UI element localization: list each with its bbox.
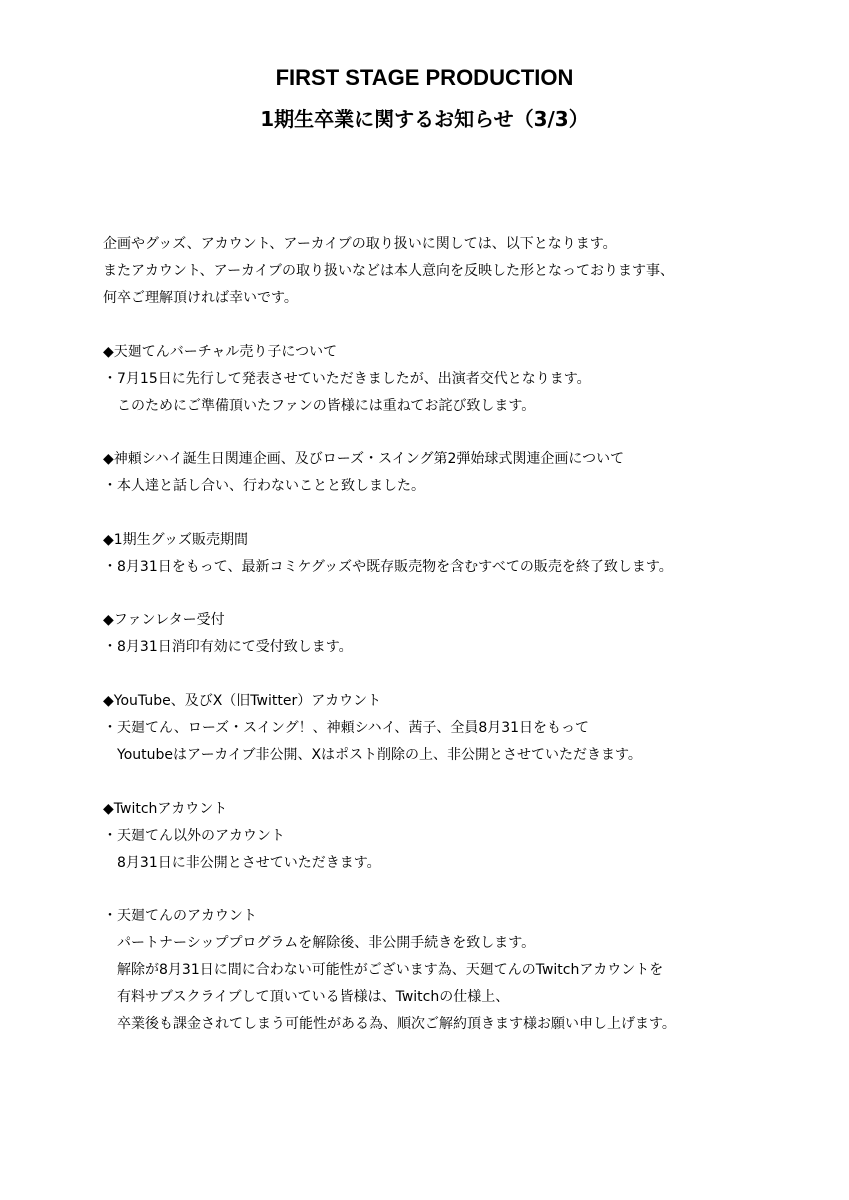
section-line: 解除が8月31日に間に合わない可能性がございます為、天廻てんのTwitchアカウントを [103, 962, 664, 979]
section-heading-virtual-seller: ◆天廻てんバーチャル売り子について [103, 343, 338, 360]
section-line: 有料サブスクライブして頂いている皆様は、Twitchの仕様上、 [103, 989, 510, 1006]
document-subtitle: 1期生卒業に関するお知らせ（3/3） [260, 107, 589, 131]
section-line: ・本人達と話し合い、行わないことと致しました。 [103, 478, 425, 495]
section-heading-twitch: ◆Twitchアカウント [103, 800, 228, 817]
intro-line: 企画やグッズ、アカウント、アーカイブの取り扱いに関しては、以下となります。 [103, 236, 617, 252]
document-body [103, 231, 823, 1038]
section-line: このためにご準備頂いたファンの皆様には重ねてお詫び致します。 [103, 397, 536, 414]
section-line: 卒業後も課金されてしまう可能性がある為、順次ご解約頂きます様お願い申し上げます。 [103, 1016, 676, 1033]
section-line: Youtubeはアーカイブ非公開、Xはポスト削除の上、非公開とさせていただきます。 [103, 746, 642, 763]
section-line: ・天廻てん以外のアカウント [103, 827, 285, 844]
section-heading-youtube-x: ◆YouTube、及びX（旧Twitter）アカウント [103, 692, 382, 709]
section-line: パートナーシッププログラムを解除後、非公開手続きを致します。 [103, 935, 536, 952]
section-heading-fan-letters: ◆ファンレター受付 [103, 612, 225, 629]
section-line: 8月31日に非公開とさせていただきます。 [103, 854, 381, 871]
document-header [0, 62, 849, 134]
section-heading-ten-account: ・天廻てんのアカウント [103, 908, 257, 925]
section-line: ・7月15日に先行して発表させていただきましたが、出演者交代となります。 [103, 370, 591, 387]
document-title: FIRST STAGE PRODUCTION [275, 65, 574, 90]
section-line: ・8月31日をもって、最新コミケグッズや既存販売物を含むすべての販売を終了致します。 [103, 558, 673, 575]
section-heading-goods: ◆1期生グッズ販売期間 [103, 531, 248, 548]
section-heading-events: ◆神頼シハイ誕生日関連企画、及びローズ・スイング第2弾始球式関連企画について [103, 451, 625, 468]
intro-line: またアカウント、アーカイブの取り扱いなどは本人意向を反映した形となっております事、 [103, 263, 675, 279]
intro-line: 何卒ご理解頂ければ幸いです。 [103, 290, 298, 306]
section-line: ・天廻てん、ローズ・スイング！、神頼シハイ、茜子、全員8月31日をもって [103, 719, 590, 736]
section-line: ・8月31日消印有効にて受付致します。 [103, 639, 353, 656]
